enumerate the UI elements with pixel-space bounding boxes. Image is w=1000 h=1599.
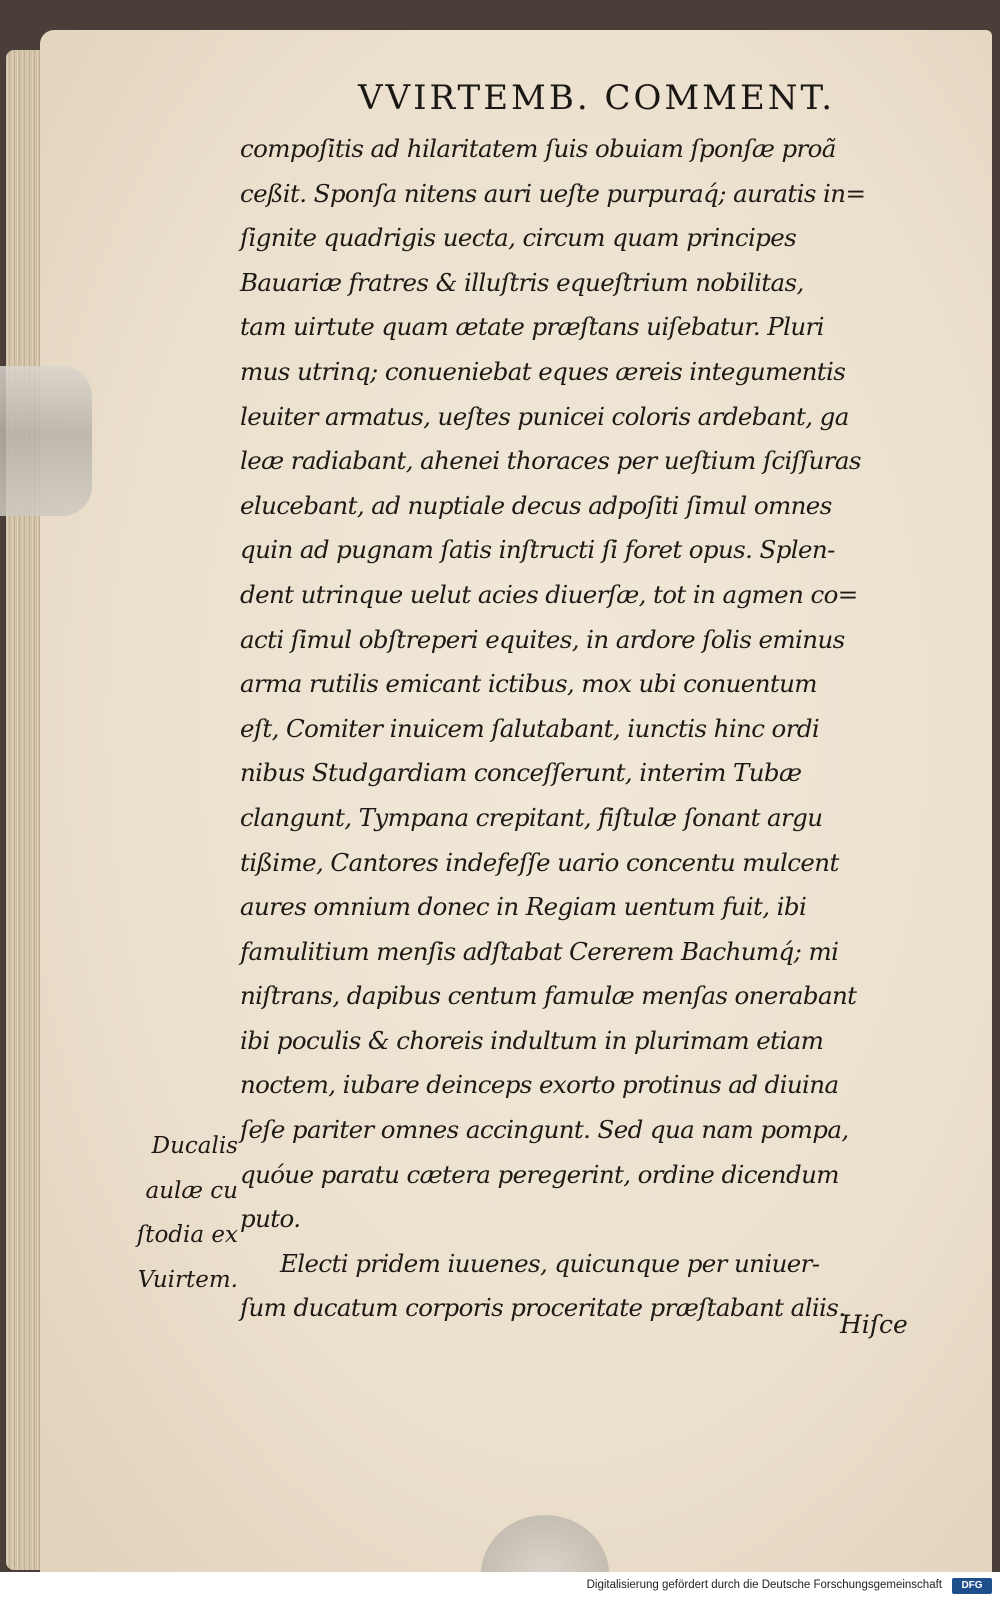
- running-head: VVIRTEMB. COMMENT.: [358, 78, 836, 118]
- margin-note: [98, 1124, 238, 1302]
- text-line: compoſitis ad hilaritatem ſuis obuiam ſponſæ proã: [240, 134, 836, 163]
- text-line: aures omnium donec in Regiam uentum fuit, ibi: [240, 892, 807, 922]
- dfg-logo: DFG: [952, 1578, 992, 1594]
- text-line: leuiter armatus, ueſtes punicei coloris ardebant, ga: [240, 401, 849, 431]
- text-line: ſeſe pariter omnes accingunt. Sed qua nam pompa,: [240, 1115, 849, 1145]
- text-line: famulitium menſis adſtabat Cererem Bachumq́; mi: [240, 936, 839, 966]
- margin-note-line: Ducalis: [151, 1133, 238, 1159]
- text-line: tißime, Cantores indefeſſe uario concentu mulcent: [240, 847, 839, 877]
- body-text: [240, 127, 940, 1331]
- footer-bar: [0, 1574, 1000, 1599]
- text-line: leæ radiabant, ahenei thoraces per ueſtium ſciſſuras: [240, 446, 861, 476]
- page-clip-bottom: [470, 1505, 620, 1572]
- text-line: niſtrans, dapibus centum famulæ menſas onerabant: [240, 981, 857, 1011]
- text-line: acti ſimul obſtreperi equites, in ardore ſolis eminus: [240, 624, 845, 654]
- margin-note-line: ſtodia ex: [136, 1222, 238, 1249]
- text-line: quin ad pugnam ſatis inſtructi ſi foret opus. Splen-: [240, 535, 835, 565]
- text-line: dent utrinque uelut acies diuerſæ, tot in agmen co=: [240, 579, 858, 609]
- text-line: clangunt, Tympana crepitant, fiſtulæ ſonant argu: [240, 802, 823, 832]
- footer-credit: Digitalisierung gefördert durch die Deutsche Forschungsgemeinschaft: [586, 1579, 942, 1591]
- text-line: elucebant, ad nuptiale decus adpoſiti ſimul omnes: [240, 490, 832, 520]
- text-line: puto.: [240, 1204, 301, 1234]
- text-line: ſignite quadrigis uecta, circum quam principes: [240, 223, 797, 253]
- text-line: ceßit. Sponſa nitens auri ueſte purpuraq́; auratis in=: [240, 178, 866, 208]
- text-line: eſt, Comiter inuicem ſalutabant, iunctis hinc ordi: [240, 713, 820, 743]
- text-line: Electi pridem iuuenes, quicunque per uniuer-: [280, 1248, 820, 1278]
- text-line: arma rutilis emicant ictibus, mox ubi conuentum: [240, 669, 817, 699]
- margin-note-line: Vuirtem.: [137, 1266, 238, 1293]
- text-line: ſum ducatum corporis proceritate præſtabant aliis.: [240, 1293, 846, 1323]
- margin-note-line: aulæ cu: [145, 1177, 238, 1204]
- text-line: noctem, iubare deinceps exorto protinus ad diuina: [240, 1070, 839, 1100]
- text-line: mus utrinq; conueniebat eques æreis integumentis: [240, 356, 846, 386]
- text-line: nibus Studgardiam conceſſerunt, interim Tubæ: [240, 758, 802, 788]
- text-line: tam uirtute quam ætate præſtans uiſebatur. Pluri: [240, 312, 824, 342]
- text-line: ibi poculis & choreis indultum in plurimam etiam: [240, 1025, 824, 1055]
- text-line: Bauariæ fratres & illuſtris equeſtrium nobilitas,: [240, 267, 804, 297]
- text-line: quóue paratu cætera peregerint, ordine dicendum: [240, 1159, 839, 1189]
- page-clip-tab: [0, 366, 92, 516]
- catchword: Hiſce: [840, 1310, 908, 1339]
